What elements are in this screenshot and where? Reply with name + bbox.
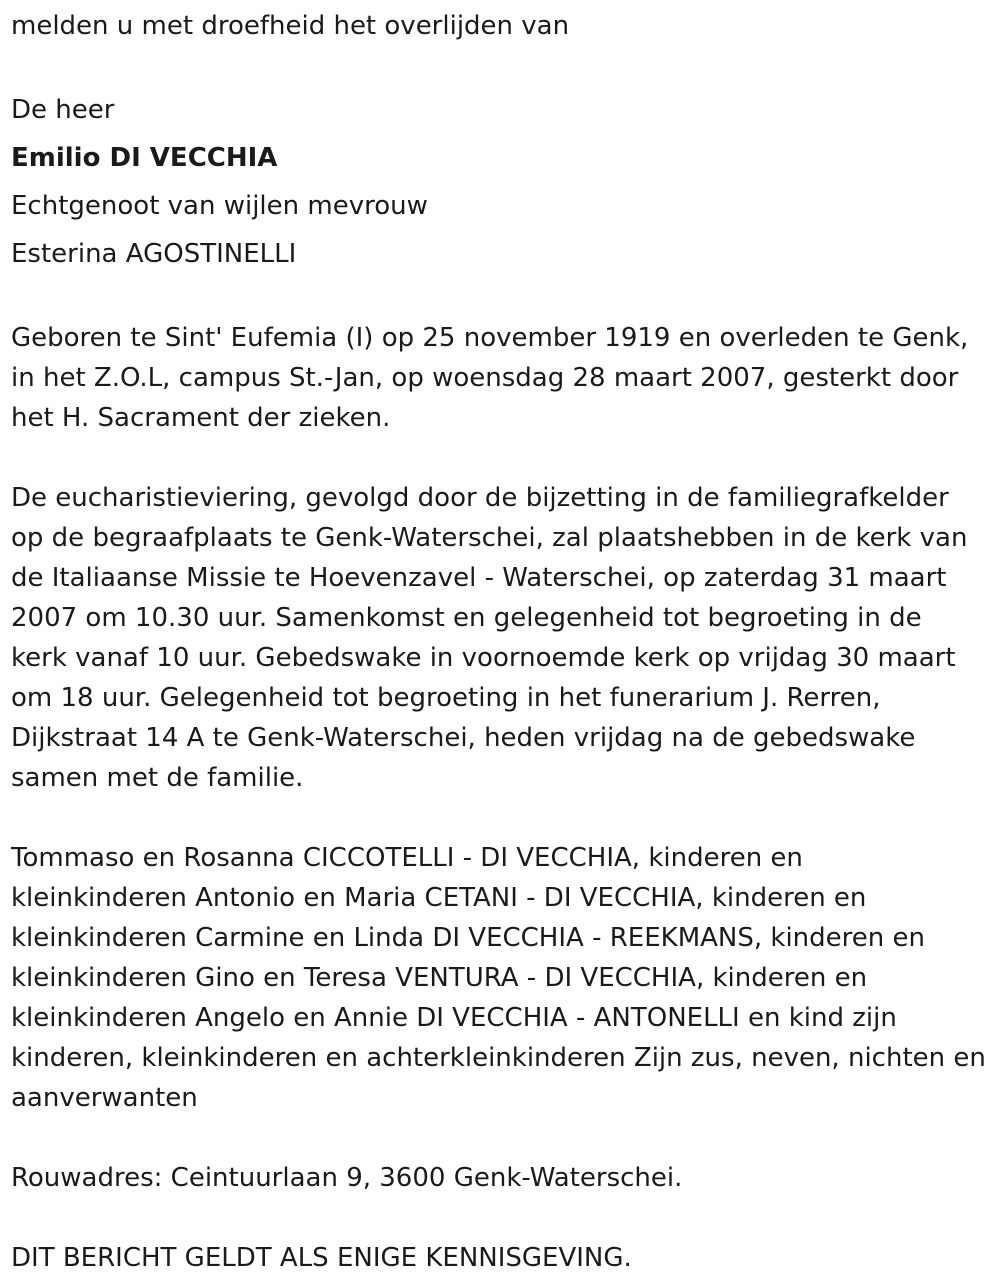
spacer	[11, 1118, 996, 1158]
spacer	[11, 46, 996, 86]
spouse-name: Esterina AGOSTINELLI	[11, 239, 297, 269]
paragraph-line: in het Z.O.L, campus St.-Jan, op woensdag 28 maart 2007, gesterkt door	[11, 363, 959, 393]
paragraph-line: Tommaso en Rosanna CICCOTELLI - DI VECCHIA, kinderen en	[11, 843, 803, 873]
spacer	[11, 438, 996, 478]
death-notice	[11, 6, 996, 1278]
paragraph-line: kleinkinderen Gino en Teresa VENTURA - DI VECCHIA, kinderen en	[11, 963, 868, 993]
paragraph-line: Geboren te Sint' Eufemia (I) op 25 november 1919 en overleden te Genk,	[11, 323, 969, 353]
paragraph-line: het H. Sacrament der zieken.	[11, 403, 391, 433]
paragraph-line: 2007 om 10.30 uur. Samenkomst en gelegenheid tot begroeting in de	[11, 603, 922, 633]
paragraph-line: samen met de familie.	[11, 763, 304, 793]
birth-death-paragraph	[11, 318, 996, 438]
paragraph-line: kleinkinderen Antonio en Maria CETANI - DI VECCHIA, kinderen en	[11, 883, 867, 913]
mourning-address: Rouwadres: Ceintuurlaan 9, 3600 Genk-Waterschei.	[11, 1163, 683, 1193]
paragraph-line: De eucharistieviering, gevolgd door de bijzetting in de familiegrafkelder	[11, 483, 949, 513]
paragraph-line: op de begraafplaats te Genk-Waterschei, zal plaatshebben in de kerk van	[11, 523, 968, 553]
intro-text: melden u met droefheid het overlijden van	[11, 11, 570, 41]
spacer	[11, 278, 996, 318]
family-paragraph	[11, 838, 996, 1118]
paragraph-line: aanverwanten	[11, 1083, 198, 1113]
paragraph-line: kleinkinderen Angelo en Annie DI VECCHIA - ANTONELLI en kind zijn	[11, 1003, 897, 1033]
paragraph-line: kleinkinderen Carmine en Linda DI VECCHIA - REEKMANS, kinderen en	[11, 923, 925, 953]
paragraph-line: de Italiaanse Missie te Hoevenzavel - Waterschei, op zaterdag 31 maart	[11, 563, 947, 593]
closing-statement: DIT BERICHT GELDT ALS ENIGE KENNISGEVING.	[11, 1243, 632, 1273]
paragraph-line: kinderen, kleinkinderen en achterkleinkinderen Zijn zus, neven, nichten en	[11, 1043, 986, 1073]
paragraph-line: om 18 uur. Gelegenheid tot begroeting in het funerarium J. Rerren,	[11, 683, 881, 713]
spacer	[11, 798, 996, 838]
title-prefix: De heer	[11, 95, 115, 125]
ceremony-paragraph	[11, 478, 996, 798]
spouse-line: Echtgenoot van wijlen mevrouw	[11, 191, 428, 221]
spacer	[11, 1198, 996, 1238]
paragraph-line: Dijkstraat 14 A te Genk-Waterschei, heden vrijdag na de gebedswake	[11, 723, 916, 753]
paragraph-line: kerk vanaf 10 uur. Gebedswake in voornoemde kerk op vrijdag 30 maart	[11, 643, 956, 673]
deceased-name: Emilio DI VECCHIA	[11, 143, 278, 173]
